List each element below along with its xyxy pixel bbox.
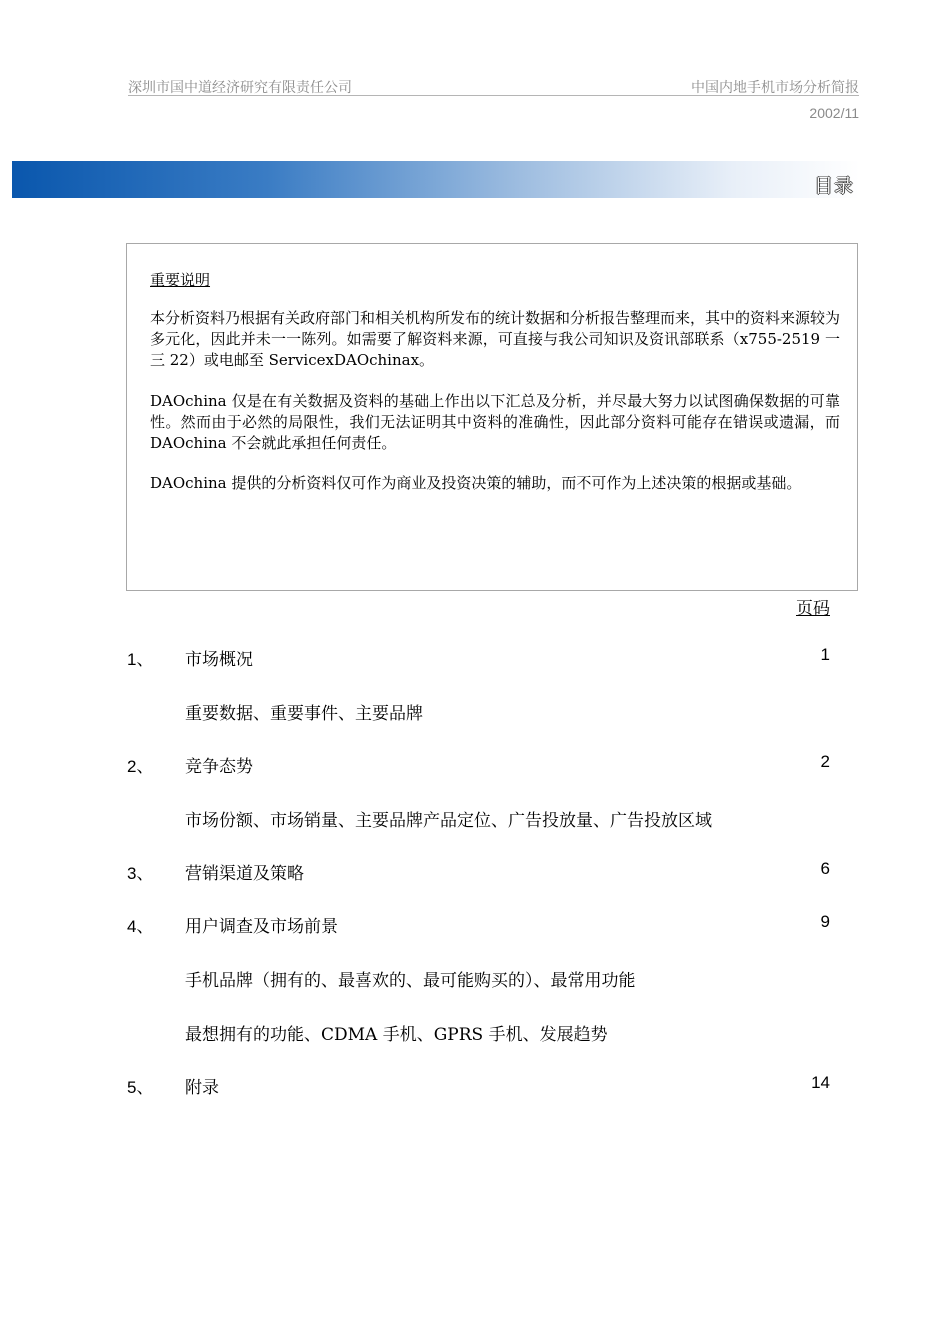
toc-number: 4、 — [127, 917, 154, 936]
toc-subtopics: 重要数据、重要事件、主要品牌 — [185, 704, 423, 724]
notice-paragraph: DAOchina 提供的分析资料仅可作为商业及投资决策的辅助，而不可作为上述决策的根据或基础。 — [150, 474, 802, 492]
toc-entry[interactable] — [0, 752, 950, 776]
section-title: 目录 — [813, 175, 854, 197]
toc-title: 附录 — [185, 1078, 219, 1098]
toc-entry[interactable] — [0, 1073, 950, 1097]
notice-paragraph: DAOchina 仅是在有关数据及资料的基础上作出以下汇总及分析，并尽最大努力以试图确保数据的可靠性。然而由于必然的局限性，我们无法证明其中资料的准确性，因此部分资料可能存在错误或遗漏，而 DAOchina 不会就此承担任何责任。 — [150, 392, 840, 452]
notice-paragraph: 本分析资料乃根据有关政府部门和相关机构所发布的统计数据和分析报告整理而来，其中的资料来源较为多元化，因此并未一一陈列。如需要了解资料来源，可直接与我公司知识及资讯部联系（x755-2519 一三 22）或电邮至 ServicexDAOchinax。 — [150, 309, 841, 369]
toc-title: 用户调查及市场前景 — [185, 917, 338, 937]
toc-title: 营销渠道及策略 — [185, 864, 304, 884]
header-divider — [128, 95, 859, 96]
toc-page-number: 6 — [820, 859, 830, 878]
toc-entry[interactable] — [0, 859, 950, 883]
toc-number: 2、 — [127, 757, 154, 776]
report-title: 中国内地手机市场分析简报 — [691, 79, 859, 95]
toc-number: 1、 — [127, 650, 154, 669]
toc-page-number: 1 — [820, 645, 830, 664]
toc-subtopics: 手机品牌（拥有的、最喜欢的、最可能购买的）、最常用功能 — [185, 971, 636, 991]
important-notice-box — [126, 243, 858, 591]
toc-entry[interactable] — [0, 645, 950, 669]
toc-subtopics: 市场份额、市场销量、主要品牌产品定位、广告投放量、广告投放区域 — [185, 811, 712, 831]
toc-number: 3、 — [127, 864, 154, 883]
toc-entry[interactable] — [0, 912, 950, 936]
company-name: 深圳市国中道经济研究有限责任公司 — [128, 79, 352, 95]
toc-page-number: 9 — [820, 912, 830, 931]
page-column-header: 页码 — [796, 599, 830, 619]
toc-number: 5、 — [127, 1078, 154, 1097]
notice-title: 重要说明 — [150, 271, 211, 289]
report-date: 2002/11 — [809, 105, 859, 121]
toc-subtopics: 最想拥有的功能、CDMA 手机、GPRS 手机、发展趋势 — [185, 1025, 608, 1045]
toc-title: 竞争态势 — [185, 757, 253, 777]
toc-page-number: 14 — [811, 1073, 830, 1092]
section-banner — [12, 161, 860, 198]
toc-page-number: 2 — [820, 752, 830, 771]
toc-title: 市场概况 — [185, 650, 253, 670]
